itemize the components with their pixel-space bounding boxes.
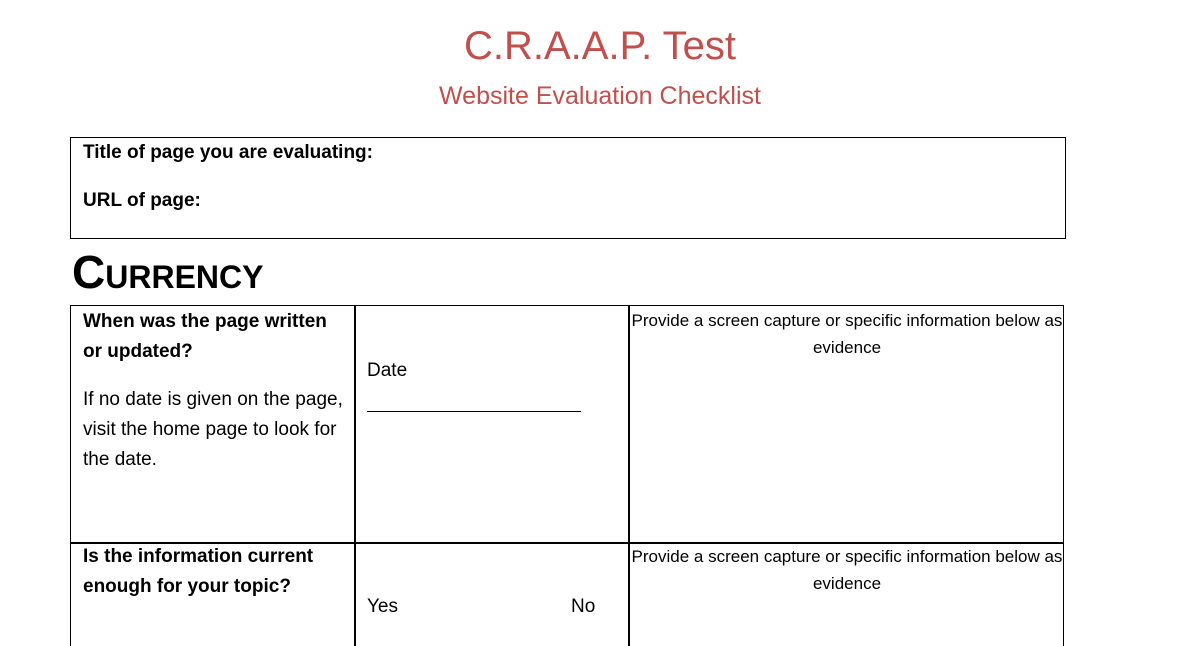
section-heading-initial: C	[72, 246, 106, 298]
page-url-label: URL of page:	[83, 190, 201, 211]
evidence-instruction: Provide a screen capture or specific information below as evidence	[631, 547, 1063, 593]
question-page-updated: When was the page written or updated?	[83, 311, 327, 362]
table-column-divider	[628, 306, 630, 646]
currency-table	[70, 305, 1064, 646]
date-label: Date	[367, 360, 408, 381]
yes-option[interactable]: Yes	[367, 596, 398, 617]
no-option[interactable]: No	[571, 596, 596, 617]
document-title: C.R.A.A.P. Test	[464, 24, 736, 68]
document-subtitle: Website Evaluation Checklist	[439, 82, 761, 110]
question-information-current: Is the information current enough for your topic?	[83, 546, 314, 597]
date-answer-line[interactable]	[367, 410, 581, 412]
page-info-box	[70, 137, 1066, 239]
table-column-divider	[354, 306, 356, 646]
section-heading-rest: URRENCY	[105, 259, 264, 295]
section-heading-currency	[72, 244, 263, 312]
page-title-label: Title of page you are evaluating:	[83, 142, 373, 163]
evidence-instruction: Provide a screen capture or specific information below as evidence	[631, 311, 1063, 357]
question-note: If no date is given on the page, visit the home page to look for the date.	[83, 389, 343, 470]
